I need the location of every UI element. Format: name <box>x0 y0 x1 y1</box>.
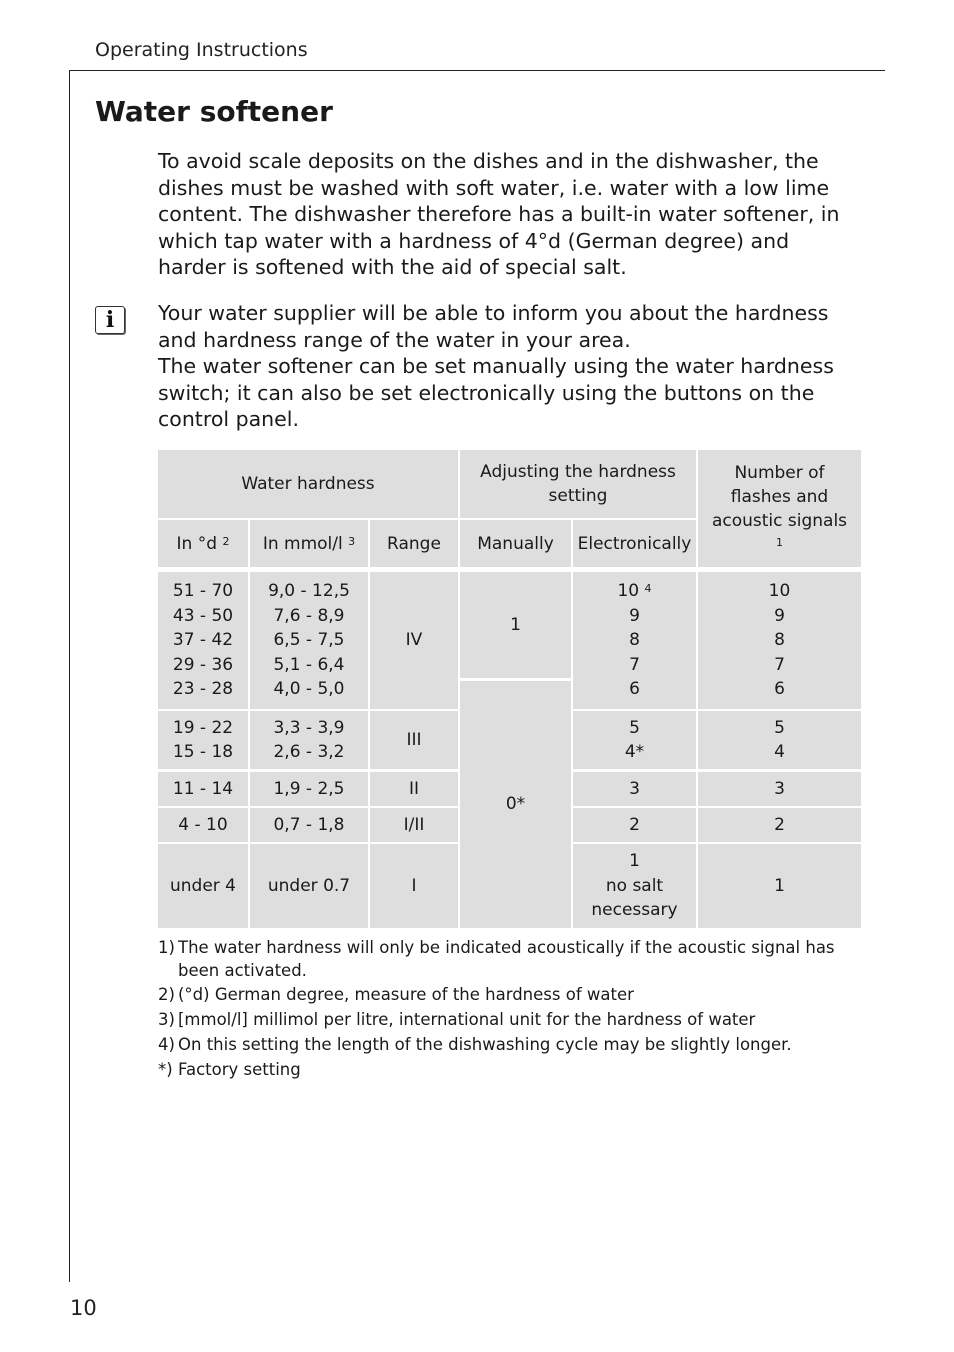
table-cell-mmol <box>250 808 368 842</box>
info-note-line-1: Your water supplier will be able to inform you about the hardness and hardness range of the water in your area. <box>158 301 829 352</box>
table-cell-range <box>370 772 458 806</box>
degree-value: 4 - 10 <box>178 814 228 835</box>
mmol-value: 2,6 - 3,2 <box>273 742 345 762</box>
manual-setting-value: 0* <box>505 794 526 815</box>
range-value: I/II <box>403 814 425 835</box>
footnote-mark: 4) <box>158 1035 175 1054</box>
electronic-value: 2 <box>629 814 640 835</box>
table-cell-mmol <box>250 772 368 806</box>
table-cell-degree <box>158 808 248 842</box>
electronic-value: 10 <box>617 581 640 602</box>
table-cell-range <box>370 808 458 842</box>
table-cell-signals <box>698 572 861 709</box>
header-range-label: Range <box>387 533 441 554</box>
header-manually-label: Manually <box>477 533 554 554</box>
footnote-text: The water hardness will only be indicated acoustically if the acoustic signal has been activated. <box>178 938 835 980</box>
header-signals-label <box>706 461 853 557</box>
table-cell-electronic <box>573 844 696 928</box>
signals-value: 1 <box>774 875 785 896</box>
footnote <box>158 983 838 1006</box>
range-value: III <box>406 729 422 750</box>
table-cell-degree <box>158 711 248 769</box>
manual-setting-value: 1 <box>510 614 521 635</box>
degree-value: 37 - 42 <box>172 630 234 651</box>
header-manually <box>460 520 571 567</box>
footnote <box>158 1058 838 1081</box>
electronic-value: 4* <box>624 742 645 762</box>
signals-value: 6 <box>774 679 785 700</box>
electronic-value-10 <box>617 579 651 604</box>
header-degree <box>158 520 248 567</box>
signals-value: 3 <box>774 778 785 799</box>
header-adjusting-label: Adjusting the hardness setting <box>480 462 676 506</box>
table-cell-signals <box>698 808 861 842</box>
signals-value: 5 <box>774 717 785 738</box>
range-value: IV <box>405 630 423 651</box>
signals-value: 7 <box>774 654 785 675</box>
table-cell-electronic <box>573 711 696 769</box>
table-cell-electronic <box>573 772 696 806</box>
footnote-mark: 1) <box>158 938 175 957</box>
header-rule <box>69 70 885 71</box>
signals-value: 4 <box>774 742 785 762</box>
footnote-text: (°d) German degree, measure of the hardness of water <box>178 985 634 1004</box>
signals-value: 8 <box>774 630 785 651</box>
footnote <box>158 1008 838 1031</box>
margin-rule <box>69 70 70 1282</box>
header-electronically <box>573 520 696 567</box>
page-number: 10 <box>70 1296 97 1320</box>
table-cell-manual-upper <box>460 572 571 678</box>
info-note-line-2: The water softener can be set manually using the water hardness switch; it can also be set electronically using the buttons on the control panel. <box>158 354 834 431</box>
degree-value: 29 - 36 <box>172 654 234 675</box>
electronic-value: necessary <box>591 900 678 921</box>
mmol-value: 1,9 - 2,5 <box>273 778 345 799</box>
header-degree-label <box>177 532 230 556</box>
electronic-value: 8 <box>629 630 640 651</box>
mmol-value: under 0.7 <box>267 875 351 896</box>
table-cell-degree <box>158 772 248 806</box>
signals-value: 2 <box>774 814 785 835</box>
mmol-value: 4,0 - 5,0 <box>273 679 345 700</box>
degree-value: 23 - 28 <box>172 679 234 700</box>
header-water-hardness <box>158 450 458 518</box>
table-cell-mmol <box>250 572 368 709</box>
header-mmol <box>250 520 368 567</box>
degree-value: 43 - 50 <box>172 605 234 626</box>
degree-value: 19 - 22 <box>172 717 234 738</box>
electronic-value: 9 <box>629 605 640 626</box>
header-mmol-text: In mmol/l <box>262 533 343 554</box>
degree-value: 15 - 18 <box>172 742 234 762</box>
table-cell-manual-lower <box>460 681 571 928</box>
degree-value: 11 - 14 <box>172 778 234 799</box>
header-mmol-label <box>263 532 355 556</box>
table-cell-range <box>370 844 458 928</box>
footnote-ref-3: 3 <box>348 534 356 548</box>
footnote-ref-4: 4 <box>644 582 652 596</box>
header-water-hardness-label: Water hardness <box>241 474 375 494</box>
electronic-value: 3 <box>629 778 640 799</box>
mmol-value: 5,1 - 6,4 <box>273 654 345 675</box>
table-cell-electronic <box>573 572 696 709</box>
mmol-value: 6,5 - 7,5 <box>273 630 345 651</box>
mmol-value: 7,6 - 8,9 <box>273 605 345 626</box>
footnote-text: Factory setting <box>178 1060 301 1079</box>
table-cell-degree <box>158 572 248 709</box>
footnote <box>158 1033 838 1056</box>
footnote-text: [mmol/l] millimol per litre, international unit for the hardness of water <box>178 1010 756 1029</box>
header-degree-text: In °d <box>176 533 218 554</box>
table-cell-mmol <box>250 844 368 928</box>
header-signals <box>698 450 861 567</box>
header-electronically-label: Electronically <box>577 533 692 554</box>
table-cell-range <box>370 572 458 709</box>
running-header: Operating Instructions <box>95 39 308 61</box>
table-cell-signals <box>698 711 861 769</box>
header-adjusting <box>460 450 696 518</box>
signals-value: 10 <box>768 581 791 602</box>
mmol-value: 0,7 - 1,8 <box>273 814 345 835</box>
table-cell-mmol <box>250 711 368 769</box>
range-value: I <box>411 875 417 896</box>
table-cell-range <box>370 711 458 769</box>
footnote-mark: *) <box>158 1060 173 1079</box>
degree-value: 51 - 70 <box>172 581 234 602</box>
mmol-value: 9,0 - 12,5 <box>268 581 350 602</box>
footnote <box>158 936 838 982</box>
header-range <box>370 520 458 567</box>
info-icon: i <box>95 306 125 334</box>
footnote-ref-2: 2 <box>222 534 230 548</box>
electronic-value: 1 <box>629 851 640 872</box>
mmol-value: 3,3 - 3,9 <box>273 717 345 738</box>
electronic-value: no salt <box>605 875 664 896</box>
table-cell-electronic <box>573 808 696 842</box>
signals-value: 9 <box>774 605 785 626</box>
range-value: II <box>408 778 420 799</box>
electronic-value: 7 <box>629 654 640 675</box>
info-note <box>158 300 862 433</box>
electronic-value: 5 <box>629 717 640 738</box>
table-cell-signals <box>698 772 861 806</box>
electronic-value: 6 <box>629 679 640 700</box>
section-title: Water softener <box>95 95 333 128</box>
footnote-text: On this setting the length of the dishwashing cycle may be slightly longer. <box>178 1035 792 1054</box>
footnote-mark: 2) <box>158 985 175 1004</box>
header-signals-text: Number of flashes and acoustic signals <box>711 462 848 531</box>
table-cell-degree <box>158 844 248 928</box>
footnote-mark: 3) <box>158 1010 175 1029</box>
table-cell-signals <box>698 844 861 928</box>
footnote-ref-1: 1 <box>776 535 783 549</box>
degree-value: under 4 <box>169 875 236 896</box>
intro-paragraph: To avoid scale deposits on the dishes and in the dishwasher, the dishes must be washed with soft water, i.e. water with a low lime content. The dishwasher therefore has a built-in water softener, in which tap water with a hardness of 4°d (German degree) and harder is softened with the aid of special salt. <box>158 149 840 279</box>
